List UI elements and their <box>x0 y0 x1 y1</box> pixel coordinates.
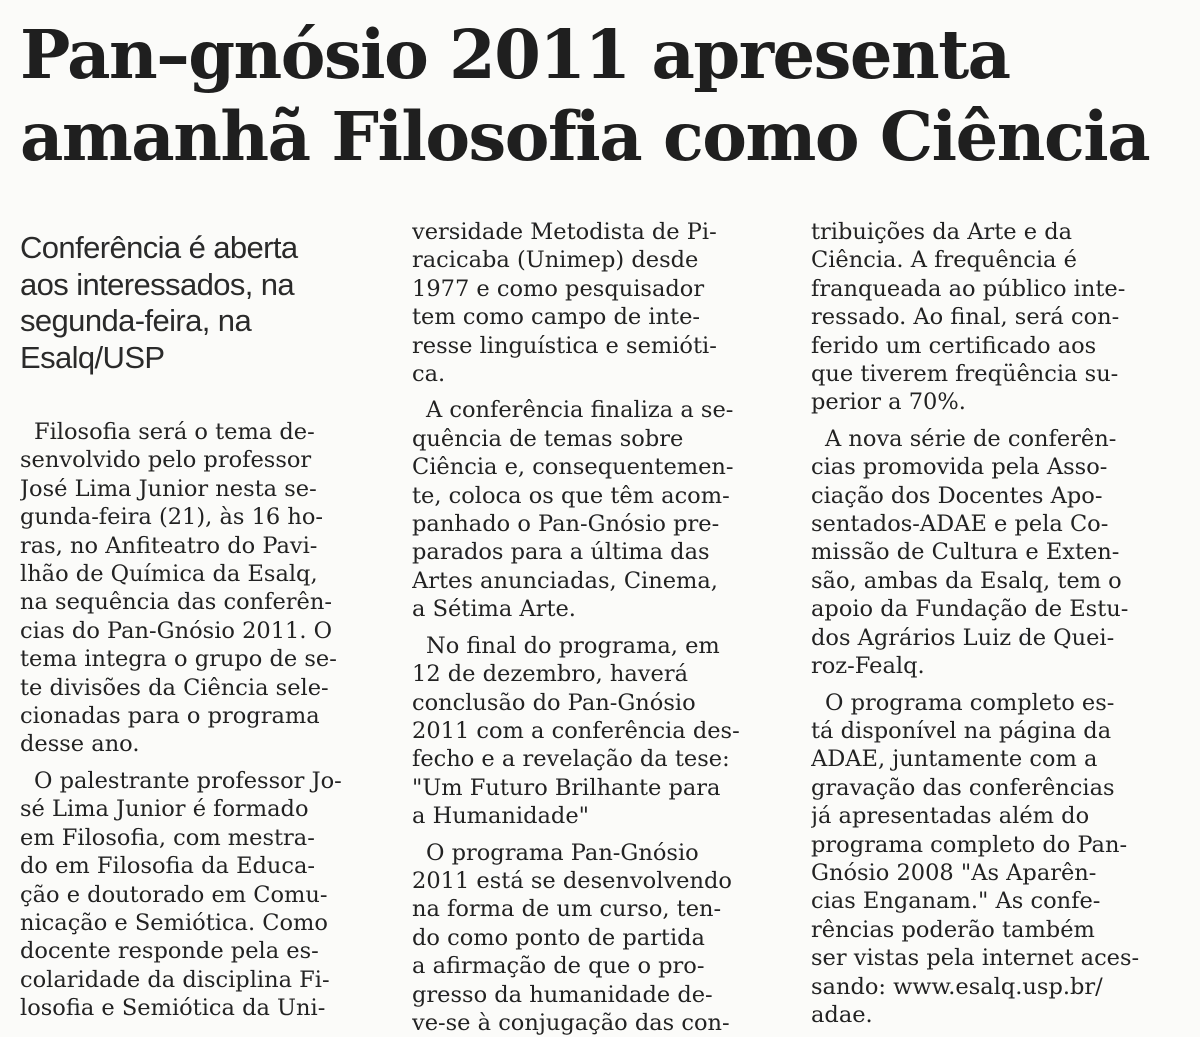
text-line: gunda-feira (21), às 16 ho- <box>20 504 323 531</box>
text-line: te, coloca os que têm acom- <box>412 482 730 509</box>
text-line: resse linguística e semióti- <box>412 332 717 359</box>
headline <box>20 14 1190 178</box>
paragraph <box>20 418 380 759</box>
text-line: na sequência das conferên- <box>20 589 332 616</box>
text-line: tem como campo de inte- <box>412 304 700 331</box>
text-line: panhado o Pan-Gnósio pre- <box>412 511 720 538</box>
text-line: franqueada ao público inte- <box>811 275 1126 302</box>
text-line: quência de temas sobre <box>412 425 684 452</box>
text-line: racicaba (Unimep) desde <box>412 247 699 274</box>
text-line: 2011 com a conferência des- <box>412 717 740 744</box>
text-line: dos Agrários Luiz de Quei- <box>811 624 1115 651</box>
article-column-3 <box>811 218 1183 1029</box>
text-line: sé Lima Junior é formado <box>20 796 309 823</box>
text-line: cias promovida pela Asso- <box>811 454 1108 481</box>
text-line: tribuições da Arte e da <box>811 219 1073 245</box>
text-line: Gnósio 2008 "As Aparên- <box>811 859 1097 886</box>
text-line: ser vistas pela internet aces- <box>811 945 1140 972</box>
text-line: a afirmação de que o pro- <box>412 953 705 980</box>
paragraph <box>811 425 1183 681</box>
text-line: losofia e Semiótica da Uni- <box>20 995 326 1022</box>
text-line: senvolvido pelo professor <box>20 447 312 474</box>
article-column-1 <box>20 222 380 1023</box>
text-line: desse ano. <box>20 731 140 758</box>
text-line: roz-Fealq. <box>811 653 925 680</box>
text-line: ve-se à conjugação das con- <box>412 1009 730 1036</box>
text-line: que tiverem freqüência su- <box>811 361 1119 388</box>
text-line: José Lima Junior nesta se- <box>20 475 317 502</box>
text-line: cionadas para o programa <box>20 703 320 730</box>
text-line: ferido um certificado aos <box>811 332 1097 359</box>
paragraph <box>412 396 780 623</box>
text-line: já apresentadas além do <box>811 803 1090 830</box>
text-line: a Humanidade" <box>412 803 590 830</box>
paragraph <box>412 218 780 388</box>
text-line: No final do programa, em <box>426 632 720 659</box>
text-line: versidade Metodista de Pi- <box>412 219 717 245</box>
text-line: docente responde pela es- <box>20 938 319 965</box>
subheadline <box>20 230 380 376</box>
text-line: ADAE, juntamente com a <box>811 746 1098 773</box>
paragraph <box>412 632 780 831</box>
text-line: parados para a última das <box>412 539 710 566</box>
text-line: fecho e a revelação da tese: <box>412 746 730 773</box>
paragraph <box>811 218 1183 417</box>
text-line: Artes anunciadas, Cinema, <box>412 567 718 594</box>
text-line: cias Enganam." As confe- <box>811 888 1101 915</box>
text-line: lhão de Química da Esalq, <box>20 561 318 588</box>
text-line: 12 de dezembro, haverá <box>412 661 688 688</box>
text-line: Ciência. A frequência é <box>811 247 1077 274</box>
text-line: gravação das conferências <box>811 774 1115 801</box>
text-line: ca. <box>412 361 446 388</box>
text-line: te divisões da Ciência sele- <box>20 674 329 701</box>
subheadline-line: Conferência é aberta <box>20 230 298 265</box>
article-column-2 <box>412 218 780 1037</box>
text-line: Filosofia será o tema de- <box>34 419 315 445</box>
text-line: perior a 70%. <box>811 389 966 416</box>
text-line: na forma de um curso, ten- <box>412 896 722 923</box>
text-line: ras, no Anfiteatro do Pavi- <box>20 532 318 559</box>
text-line: sando: www.esalq.usp.br/ <box>811 973 1103 1000</box>
text-line: conclusão do Pan-Gnósio <box>412 689 696 716</box>
text-line: Ciência e, consequentemen- <box>412 454 734 481</box>
text-line: são, ambas da Esalq, tem o <box>811 567 1122 594</box>
text-line: gresso da humanidade de- <box>412 981 713 1008</box>
text-line: O programa completo es- <box>825 689 1115 716</box>
text-line: cias do Pan-Gnósio 2011. O <box>20 617 333 644</box>
text-line: A nova série de conferên- <box>825 425 1117 452</box>
text-line: sentados-ADAE e pela Co- <box>811 511 1109 538</box>
text-line: do em Filosofia da Educa- <box>20 853 316 880</box>
text-line: ressado. Ao final, será con- <box>811 304 1120 331</box>
text-line: A conferência finaliza a se- <box>426 397 734 424</box>
text-line: do como ponto de partida <box>412 924 705 951</box>
paragraph <box>811 689 1183 1030</box>
text-line: O programa Pan-Gnósio <box>426 839 699 866</box>
headline-line: amanhã Filosofia como Ciência <box>20 97 1150 176</box>
text-line: 2011 está se desenvolvendo <box>412 867 732 894</box>
text-line: tá disponível na página da <box>811 717 1112 744</box>
text-line: adae. <box>811 1001 873 1028</box>
text-line: a Sétima Arte. <box>412 596 576 623</box>
text-line: apoio da Fundação de Estu- <box>811 596 1129 623</box>
text-line: nicação e Semiótica. Como <box>20 909 328 936</box>
subheadline-line: aos interessados, na <box>20 266 295 302</box>
subheadline-line: segunda-feira, na <box>20 303 252 338</box>
paragraph <box>412 839 780 1037</box>
text-line: missão de Cultura e Exten- <box>811 539 1120 566</box>
text-line: "Um Futuro Brilhante para <box>412 774 721 801</box>
text-line: programa completo do Pan- <box>811 831 1128 858</box>
headline-line: Pan–gnósio 2011 apresenta <box>20 15 1010 94</box>
text-line: 1977 e como pesquisador <box>412 275 705 302</box>
text-line: ciação dos Docentes Apo- <box>811 482 1103 509</box>
text-line: colaridade da disciplina Fi- <box>20 966 330 993</box>
text-line: rências poderão também <box>811 916 1095 943</box>
text-line: tema integra o grupo de se- <box>20 646 337 673</box>
text-line: em Filosofia, com mestra- <box>20 824 315 851</box>
paragraph <box>20 767 380 1023</box>
text-line: O palestrante professor Jo- <box>34 767 342 794</box>
subheadline-line: Esalq/USP <box>20 339 165 375</box>
text-line: ção e doutorado em Comu- <box>20 881 328 908</box>
